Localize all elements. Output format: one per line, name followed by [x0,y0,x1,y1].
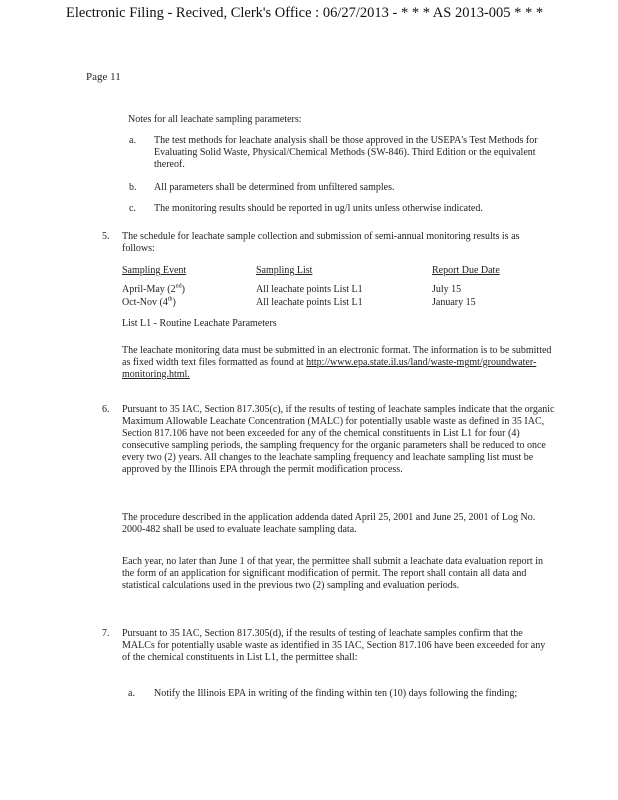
schedule-row-2-list: All leachate points List L1 [256,297,363,308]
schedule-row-1-event: April-May (2nd) [122,283,185,295]
schedule-header-event: Sampling Event [122,265,187,276]
note-a-marker: a. [129,135,136,146]
note-c-text: The monitoring results should be reported in ug/l units unless otherwise indicated. [154,203,483,214]
item-7-number: 7. [102,628,110,639]
schedule-row-1-list: All leachate points List L1 [256,284,363,295]
schedule-row-2-due: January 15 [432,297,476,308]
item-6-number: 6. [102,404,110,415]
submission-text: The leachate monitoring data must be submitted in an electronic format. The information is to be submitted as fixed width text files formatted as found at http://www.epa.state.il.us/land/waste-mgmt/groundwater-monitoring.html. [122,345,552,380]
filing-header: Electronic Filing - Recived, Clerk's Office : 06/27/2013 - * * * AS 2013-005 * * * [66,5,544,21]
item-7-sub-text: Notify the Illinois EPA in writing of the finding within ten (10) days following the finding; [154,688,518,699]
groundwater-monitoring-link[interactable]: http://www.epa.state.il.us/land/waste-mgmt/groundwater-monitoring.html. [122,357,537,380]
page-number: Page 11 [86,71,121,83]
item-5-intro: The schedule for leachate sample collection and submission of semi-annual monitoring results is as follows: [122,231,520,254]
schedule-header-due: Report Due Date [432,265,500,276]
note-a-text: The test methods for leachate analysis shall be those approved in the USEPA's Test Methods for Evaluating Solid Waste, Physical/Chemical Methods (SW-846). Third Edition or the equivalent thereof. [154,135,538,170]
schedule-row-1-due: July 15 [432,284,462,295]
item-6-paragraph-3: Each year, no later than June 1 of that year, the permittee shall submit a leachate data evaluation report in the form of an application for significant modification of permit. The report shall contain all data and statistical calculations used in the previous two (2) sampling and evaluation periods. [122,556,543,591]
item-7-sub-marker: a. [128,688,135,699]
note-c-marker: c. [129,203,136,214]
item-6-paragraph-2: The procedure described in the application addenda dated April 25, 2001 and June 25, 2001 of Log No. 2000-482 shall be used to evaluate leachate sampling data. [122,512,536,535]
note-b-text: All parameters shall be determined from unfiltered samples. [154,182,395,193]
list-l1-label: List L1 - Routine Leachate Parameters [122,318,277,329]
schedule-row-2-event: Oct-Nov (4th) [122,296,176,308]
item-7-text: Pursuant to 35 IAC, Section 817.305(d), if the results of testing of leachate samples confirm that the MALCs for potentially usable waste as identified in 35 IAC, Section 817.106 have been exceeded for any of the chemical constituents in List L1, the permittee shall: [122,628,546,663]
item-5-number: 5. [102,231,110,242]
notes-title: Notes for all leachate sampling parameters: [128,114,302,125]
note-b-marker: b. [129,182,137,193]
item-6-paragraph-1: Pursuant to 35 IAC, Section 817.305(c), if the results of testing of leachate samples indicate that the organic Maximum Allowable Leachate Concentration (MALC) for potentially usable waste as defined in 35 IAC, Section 817.106 have not been exceeded for any of the chemical constituents in List L1 for four (4) consecutive sampling periods, the sampling frequency for the organic parameters shall be reduced to once every two (2) years. All changes to the leachate sampling frequency and leachate sampling list must be approved by the Illinois EPA through the permit modification process. [122,404,555,475]
schedule-header-list: Sampling List [256,265,313,276]
